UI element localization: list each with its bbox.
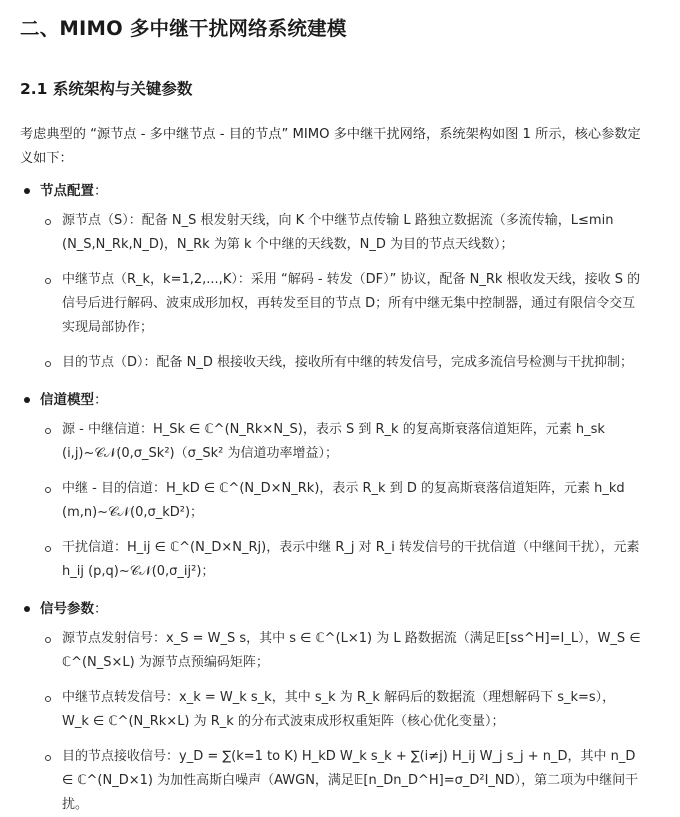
circle-bullet-icon [45, 361, 51, 367]
list-heading-colon: ： [94, 601, 108, 617]
list-item-channel-model [20, 386, 660, 584]
list-item [20, 686, 660, 734]
list-item-node-config [20, 177, 660, 375]
list-item [20, 627, 660, 675]
list-item-signal-params [20, 595, 660, 817]
list-item [20, 268, 660, 340]
parameter-list [20, 177, 660, 817]
subsection-heading: 2.1 系统架构与关键参数 [20, 80, 193, 98]
list-item-text: 中继节点（R_k，k=1,2,...,K）：采用 “解码 - 转发（DF）” 协议，配备 N_Rk 根收发天线，接收 S 的信号后进行解码、波束成形加权，再转发至目的节点 D；所有中继无集中控制器，通过有限信令交互实现局部协作； [62, 272, 641, 335]
circle-bullet-icon [45, 428, 51, 434]
circle-bullet-icon [45, 487, 51, 493]
intro-paragraph: 考虑典型的 “源节点 - 多中继节点 - 目的节点” MIMO 多中继干扰网络，系统架构如图 1 所示，核心参数定义如下： [20, 127, 641, 166]
sub-list [20, 627, 660, 817]
circle-bullet-icon [45, 219, 51, 225]
list-item [20, 536, 660, 584]
list-item-text: 源节点发射信号：x_S = W_S s，其中 s ∈ ℂ^(L×1) 为 L 路数据流（满足𝔼[ss^H]=I_L），W_S ∈ ℂ^(N_S×L) 为源节点预编码矩阵； [62, 631, 641, 670]
list-item [20, 418, 660, 466]
list-heading-title: 信号参数 [40, 601, 94, 617]
list-heading [20, 386, 660, 414]
circle-bullet-icon [45, 546, 51, 552]
section-heading: 二、MIMO 多中继干扰网络系统建模 [20, 17, 347, 40]
list-heading-title: 节点配置 [40, 183, 94, 199]
list-item-text: 干扰信道：H_ij ∈ ℂ^(N_D×N_Rj)，表示中继 R_j 对 R_i 转发信号的干扰信道（中继间干扰），元素 h_ij (p,q)~𝒞𝒩(0,σ_ij²)； [62, 540, 640, 579]
bullet-icon [24, 397, 30, 403]
list-item-text: 目的节点（D）：配备 N_D 根接收天线，接收所有中继的转发信号，完成多流信号检测与干扰抑制； [62, 355, 634, 370]
sub-list [20, 209, 660, 375]
circle-bullet-icon [45, 278, 51, 284]
list-heading-title: 信道模型 [40, 392, 94, 408]
circle-bullet-icon [45, 755, 51, 761]
list-heading-colon: ： [94, 392, 108, 408]
list-heading-colon: ： [94, 183, 108, 199]
list-item-text: 目的节点接收信号：y_D = ∑(k=1 to K) H_kD W_k s_k + ∑(i≠j) H_ij W_j s_j + n_D，其中 n_D ∈ ℂ^(N_D×1) 为加性高斯白噪声（AWGN，满足𝔼[n_Dn_D^H]=σ_D²I_ND），第二项为中继间干扰。 [62, 749, 639, 812]
list-item [20, 477, 660, 525]
list-item-text: 中继 - 目的信道：H_kD ∈ ℂ^(N_D×N_Rk)，表示 R_k 到 D 的复高斯衰落信道矩阵，元素 h_kd (m,n)~𝒞𝒩(0,σ_kD²)； [62, 481, 625, 520]
circle-bullet-icon [45, 637, 51, 643]
sub-list [20, 418, 660, 584]
bullet-icon [24, 188, 30, 194]
list-heading [20, 595, 660, 623]
list-item [20, 351, 660, 375]
list-item [20, 209, 660, 257]
circle-bullet-icon [45, 696, 51, 702]
list-heading [20, 177, 660, 205]
list-item-text: 源 - 中继信道：H_Sk ∈ ℂ^(N_Rk×N_S)，表示 S 到 R_k 的复高斯衰落信道矩阵，元素 h_sk (i,j)~𝒞𝒩(0,σ_Sk²)（σ_Sk² 为信道功率增益）； [62, 422, 605, 461]
bullet-icon [24, 606, 30, 612]
list-item [20, 745, 660, 817]
list-item-text: 源节点（S）：配备 N_S 根发射天线，向 K 个中继节点传输 L 路独立数据流（多流传输，L≤min (N_S,N_Rk,N_D)，N_Rk 为第 k 个中继的天线数，N_D 为目的节点天线数）； [62, 213, 614, 252]
list-item-text: 中继节点转发信号：x_k = W_k s_k，其中 s_k 为 R_k 解码后的数据流（理想解码下 s_k=s），W_k ∈ ℂ^(N_Rk×L) 为 R_k 的分布式波束成形权重矩阵（核心优化变量）； [62, 690, 616, 729]
